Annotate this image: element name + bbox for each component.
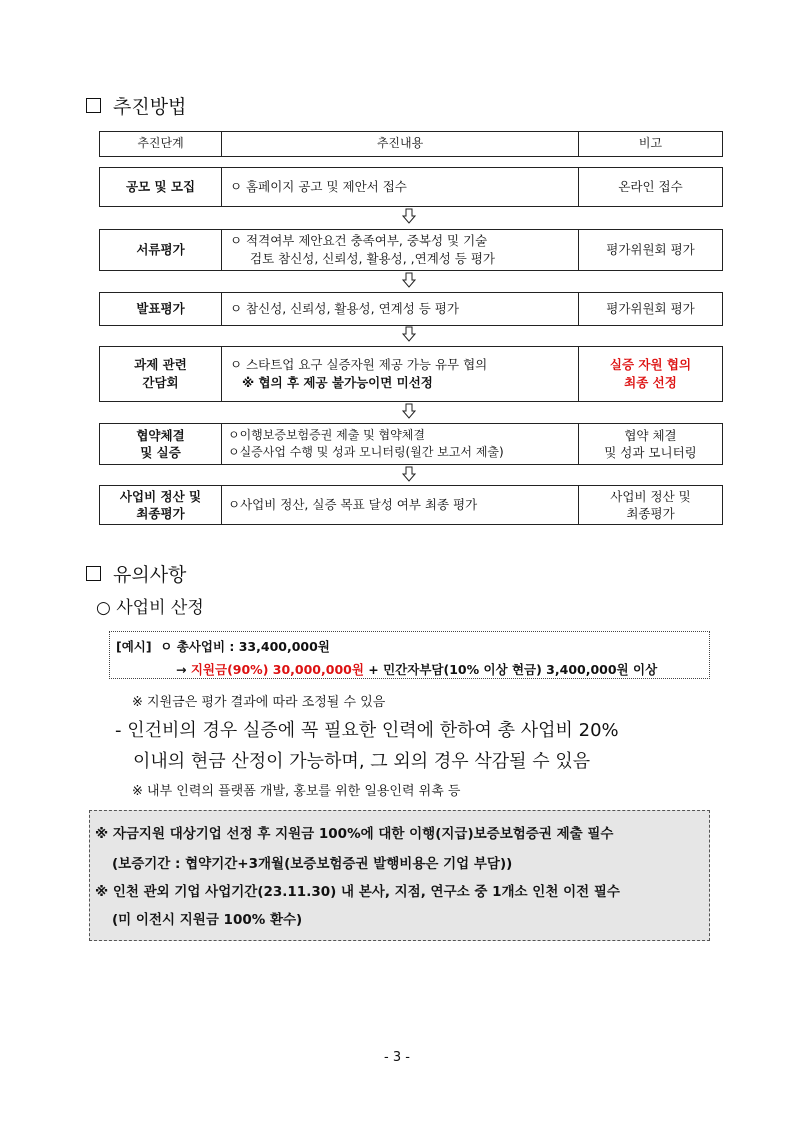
content-cell: ㅇ사업비 정산, 실증 목표 달성 여부 최종 평가 — [221, 485, 579, 525]
checkbox-square-icon — [86, 566, 101, 581]
labor-cost-line1: - 인건비의 경우 실증에 꼭 필요한 인력에 한하여 총 사업비 20% — [115, 720, 619, 741]
stage-cell: 사업비 정산 및 최종평가 — [99, 485, 222, 525]
notice-line: (미 이전시 지원금 100% 환수) — [112, 912, 303, 928]
note-cell: 사업비 정산 및 최종평가 — [578, 485, 723, 525]
header-note: 비고 — [578, 131, 723, 157]
stage-cell: 협약체결 및 실증 — [99, 423, 222, 465]
note-cell: 협약 체결 및 성과 모니터링 — [578, 423, 723, 465]
down-arrow-icon — [402, 326, 416, 342]
down-arrow-icon — [402, 272, 416, 288]
section-title-notes: 유의사항 — [86, 560, 186, 587]
content-cell: ㅇ이행보증보험증권 제출 및 협약체결 ㅇ실증사업 수행 및 성과 모니터링(월간 보고서 제출) — [221, 423, 579, 465]
header-content: 추진내용 — [221, 131, 579, 157]
down-arrow-icon — [402, 466, 416, 482]
stage-cell: 과제 관련 간담회 — [99, 346, 222, 402]
subsection-budget: ○ 사업비 산정 — [96, 598, 204, 618]
note-cell: 온라인 접수 — [578, 167, 723, 207]
note-grant-adjust: ※ 지원금은 평가 결과에 따라 조정될 수 있음 — [132, 695, 386, 710]
down-arrow-icon — [402, 403, 416, 419]
stage-cell: 공모 및 모집 — [99, 167, 222, 207]
stage-cell: 발표평가 — [99, 292, 222, 326]
header-stage: 추진단계 — [99, 131, 222, 157]
notice-line: ※ 인천 관외 기업 사업기간(23.11.30) 내 본사, 지점, 연구소 중 1개소 인천 이전 필수 — [95, 884, 620, 900]
content-cell: ㅇ 적격여부 제안요건 충족여부, 중복성 및 기술 검토 참신성, 신뢰성, 활용성, ,연계성 등 평가 — [221, 229, 579, 271]
content-cell: ㅇ 홈페이지 공고 및 제안서 접수 — [221, 167, 579, 207]
note-cell: 실증 자원 협의 최종 선정 — [578, 346, 723, 402]
note-cell: 평가위원회 평가 — [578, 229, 723, 271]
note-cell: 평가위원회 평가 — [578, 292, 723, 326]
section-title-method: 추진방법 — [86, 92, 186, 119]
stage-cell: 서류평가 — [99, 229, 222, 271]
content-cell: ㅇ 스타트업 요구 실증자원 제공 가능 유무 협의 ※ 협의 후 제공 불가능이면 미선정 — [221, 346, 579, 402]
notice-line: ※ 자금지원 대상기업 선정 후 지원금 100%에 대한 이행(지급)보증보험증권 제출 필수 — [95, 826, 614, 842]
labor-cost-line2: 이내의 현금 산정이 가능하며, 그 외의 경우 삭감될 수 있음 — [133, 751, 591, 772]
page-number: - 3 - — [384, 1050, 410, 1065]
content-cell: ㅇ 참신성, 신뢰성, 활용성, 연계성 등 평가 — [221, 292, 579, 326]
checkbox-square-icon — [86, 98, 101, 113]
note-internal-staff: ※ 내부 인력의 플랫폼 개발, 홍보를 위한 일용인력 위촉 등 — [132, 784, 461, 799]
notice-line: (보증기간 : 협약기간+3개월(보증보험증권 발행비용은 기업 부담)) — [112, 856, 513, 872]
down-arrow-icon — [402, 208, 416, 224]
example-box: [예시] ㅇ 총사업비 : 33,400,000원 → 지원금(90%) 30,000,000원 + 민간자부담(10% 이상 현금) 3,400,000원 이상 — [109, 631, 710, 679]
